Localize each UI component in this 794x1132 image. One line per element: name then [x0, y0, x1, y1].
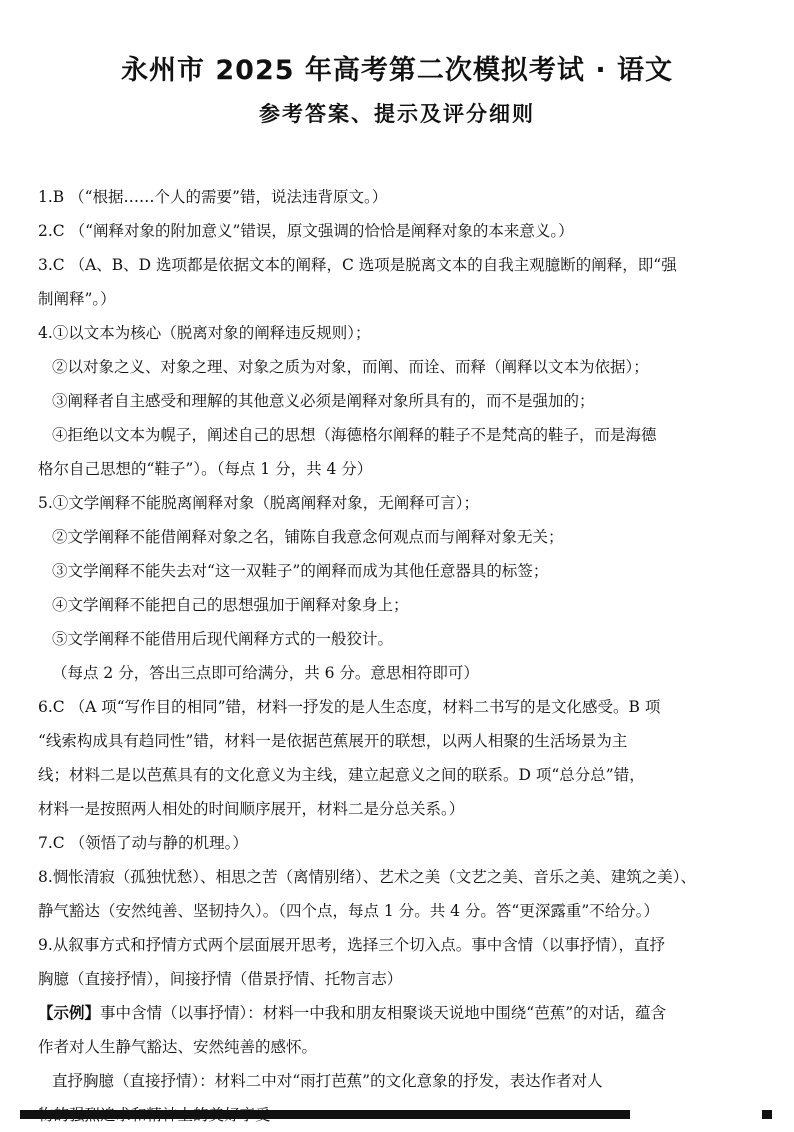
- document-title: 永州市 2025 年高考第二次模拟考试 · 语文: [120, 55, 673, 86]
- answer-6-line-1: 6.C （A 项“写作目的相同”错，材料一抒发的是人生态度，材料二书写的是文化感受。B 项: [38, 698, 661, 716]
- answer-5-line-3: ③文学阐释不能失去对“这一双鞋子”的阐释而成为其他任意器具的标签；: [52, 562, 549, 580]
- answer-5-line-4: ④文学阐释不能把自己的思想强加于阐释对象身上；: [52, 596, 409, 614]
- answer-4-line-5: 格尔自己思想的“鞋子”）。（每点 1 分，共 4 分）: [38, 460, 373, 478]
- answer-4-line-4: ④拒绝以文本为幌子，阐述自己的思想（海德格尔阐释的鞋子不是梵高的鞋子，而是海德: [52, 426, 657, 444]
- answer-9-line-1: 9.从叙事方式和抒情方式两个层面展开思考，选择三个切入点。事中含情（以事抒情），直抒: [38, 936, 666, 954]
- answer-7: 7.C （领悟了动与静的机理。）: [38, 834, 248, 852]
- answer-1: 1.B （“根据……个人的需要”错，说法违背原文。）: [38, 188, 388, 206]
- answer-list: [38, 180, 766, 1132]
- answer-4-line-3: ③阐释者自主感受和理解的其他意义必须是阐释对象所具有的，而不是强加的；: [52, 392, 595, 410]
- answer-8-line-2: 静气豁达（安然纯善、坚韧持久）。（四个点，每点 1 分。共 4 分。答“更深露重”不给分。）: [38, 902, 660, 920]
- page-bottom-bar: [20, 1110, 630, 1119]
- page-corner-mark: [762, 1110, 772, 1119]
- answer-4-line-2: ②以对象之义、对象之理、对象之质为对象，而阐、而诠、而释（阐释以文本为依据）；: [52, 358, 649, 376]
- answer-6-line-2: “线索构成具有趋同性”错，材料一是依据芭蕉展开的联想，以两人相聚的生活场景为主: [38, 732, 628, 750]
- answer-3-line-2: 制阐释”。）: [38, 290, 116, 308]
- answer-5-line-1: 5.①文学阐释不能脱离阐释对象（脱离阐释对象，无阐释可言）；: [38, 494, 480, 512]
- answer-9-example: [38, 996, 766, 1030]
- answer-6-line-3: 线；材料二是以芭蕉具有的文化意义为主线，建立起意义之间的联系。D 项“总分总”错，: [38, 766, 645, 784]
- answer-2: 2.C （“阐释对象的附加意义”错误，原文强调的恰恰是阐释对象的本来意义。）: [38, 222, 574, 240]
- answer-9-line-2: 胸臆（直接抒情），间接抒情（借景抒情、托物言志）: [38, 970, 403, 988]
- document-subtitle: 参考答案、提示及评分细则: [259, 102, 535, 126]
- answer-9-line-4: 作者对人生静气豁达、安然纯善的感怀。: [38, 1038, 318, 1056]
- example-tag: 【示例】: [38, 1003, 101, 1022]
- answer-3-line-1: 3.C （A、B、D 选项都是依据文本的阐释，C 选项是脱离文本的自我主观臆断的阐释，即“强: [38, 256, 677, 274]
- answer-5-line-5: ⑤文学阐释不能借用后现代阐释方式的一般狡计。: [52, 630, 394, 648]
- example-text: 事中含情（以事抒情）：材料一中我和朋友相聚谈天说地中围绕“芭蕉”的对话，蕴含: [100, 1004, 667, 1022]
- answer-9-line-5: 直抒胸臆（直接抒情）：材料二中对“雨打芭蕉”的文化意象的抒发，表达作者对人: [52, 1072, 603, 1090]
- answer-6-line-4: 材料一是按照两人相处的时间顺序展开，材料二是分总关系。）: [38, 800, 465, 818]
- answer-5-scoring: （每点 2 分，答出三点即可给满分，共 6 分。意思相符即可）: [52, 664, 479, 682]
- answer-4-line-1: 4.①以文本为核心（脱离对象的阐释违反规则）；: [38, 324, 371, 342]
- answer-5-line-2: ②文学阐释不能借阐释对象之名，铺陈自我意念何观点而与阐释对象无关；: [52, 528, 564, 546]
- answer-8-line-1: 8.惆怅清寂（孤独忧愁）、相思之苦（离情别绪）、艺术之美（文艺之美、音乐之美、建筑之美）、: [38, 868, 697, 886]
